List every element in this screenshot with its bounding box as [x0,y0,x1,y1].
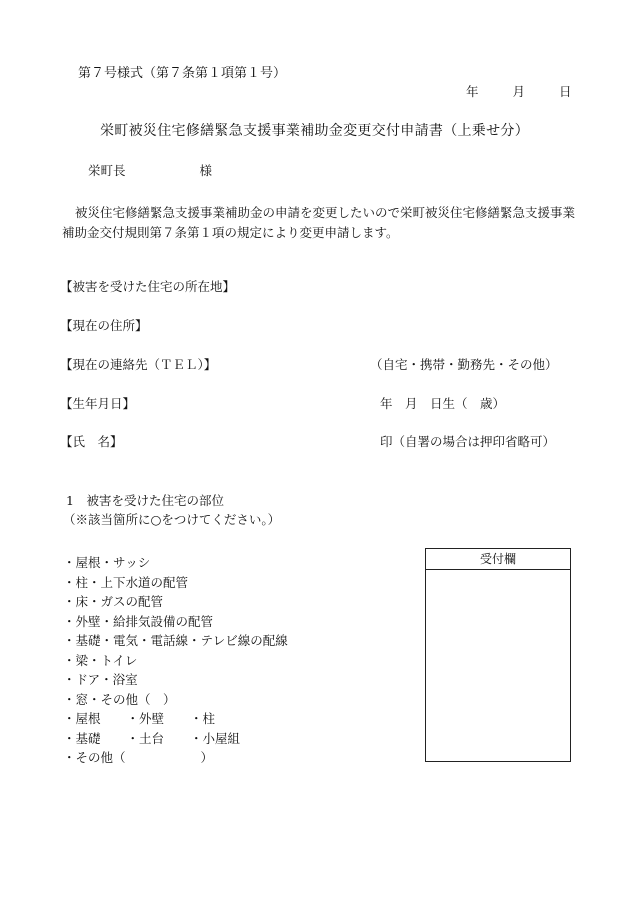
list-item: ・床・ガスの配管 [63,594,164,609]
damaged-parts-list [63,553,288,768]
list-item: ・ドア・浴室 [63,672,138,687]
form-number: 第７号様式（第７条第１項第１号） [78,66,287,81]
field-name: 【氏 名】 [60,434,123,449]
field-damaged-address: 【被害を受けた住宅の所在地】 [60,279,236,294]
item-roof-frame: ・小屋組 [190,730,241,746]
field-current-address: 【現在の住所】 [60,318,148,333]
item-sill: ・土台 [126,730,165,746]
item-pillar: ・柱 [190,711,216,726]
reception-label: 受付欄 [426,549,570,570]
name-note: 印（自署の場合は押印省略可） [380,434,556,449]
field-birthdate: 【生年月日】 [60,396,136,411]
item-roof: ・屋根 [63,711,101,726]
contact-note: （自宅・携帯・勤務先・その他） [370,357,558,372]
addressee-honorific: 様 [199,163,213,178]
addressee [88,165,212,178]
list-item-row-b [63,729,288,749]
document-title: 栄町被災住宅修繕緊急支援事業補助金変更交付申請書（上乗せ分） [100,123,529,139]
reception-box [425,548,571,762]
date-line [466,86,572,99]
list-item: ・基礎・電気・電話線・テレビ線の配線 [63,633,288,648]
list-item: ・梁・トイレ [63,652,138,668]
list-item: ・柱・上下水道の配管 [63,574,189,590]
list-item: ・外壁・給排気設備の配管 [63,613,214,629]
list-item-other: ・その他（ ） [63,750,214,765]
item-foundation: ・基礎 [63,730,101,746]
birthdate-note: 年 月 日生（ 歳） [380,396,506,411]
list-item-row-a [63,709,288,729]
section1-note: （※該当箇所に○をつけてください。） [63,512,281,527]
addressee-name: 栄町長 [88,163,126,178]
section1-title: 1 被害を受けた住宅の部位 [66,493,224,508]
item-exterior-wall: ・外壁 [126,711,165,726]
date-day: 日 [559,84,572,99]
field-contact: 【現在の連絡先（ＴＥＬ）】 [60,357,217,372]
date-year: 年 [466,84,479,99]
list-item: ・屋根・サッシ [63,555,151,570]
date-month: 月 [512,84,526,99]
body-text: 被災住宅修繕緊急支援事業補助金の申請を変更したいので栄町被災住宅修繕緊急支援事業補助金交付規則第７条第１項の規定により変更申請します。 [62,205,576,240]
list-item: ・窓・その他（ ） [63,691,176,707]
